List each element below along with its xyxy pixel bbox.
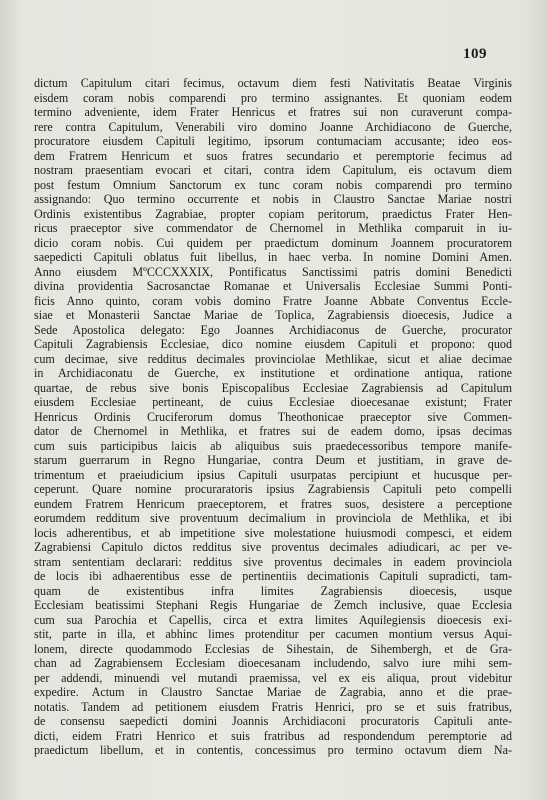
text-line: praedictum libellum, et in contentis, concessimus pro termino octavum diem Na- [34, 743, 512, 757]
text-line: quartae, de rebus sive bonis Episcopalibus Ecclesiae Zagrabiensis ad Capitulum [34, 380, 512, 395]
text-line: divina providentia Sacrosanctae Romanae et Universalis Ecclesiae Summi Ponti- [34, 279, 512, 293]
text-line: ceperunt. Quare nomine procuraratoris ipsius Zagrabiensis Capituli peto compelli [34, 482, 512, 496]
text-line: siae et Monasterii Sanctae Mariae de Toplica, Zagrabiensis dioecesis, Judice a [34, 308, 512, 322]
text-line: eundem Fratrem Henricum praeceptorem, et fratres suos, desistere a perceptione [34, 496, 512, 511]
text-line: starum guerrarum in Regno Hungariae, contra Deum et justitiam, in grave de- [34, 453, 512, 467]
text-line: Sede Apostolica delegato: Ego Joannes Archidiaconus de Guerche, procurator [34, 322, 512, 337]
text-line: cum suis participibus laicis ab aliquibus suis praedecessoribus tempore manife- [34, 438, 512, 453]
text-line: Zagrabiensi Capitulo dictos redditus sive proventus decimales adiudicari, ac per ve- [34, 540, 512, 554]
text-line: ficis Anno quinto, coram vobis domino Fratre Joanne Abbate Conventus Eccle- [34, 293, 512, 308]
text-line: per addendi, minuendi vel mutandi praemissa, vel ex eis aliqua, prout videbitur [34, 670, 512, 685]
text-line: ricus praeceptor sive commendator de Chernomel in Methlika comparuit in iu- [34, 221, 512, 235]
text-line: dem Fratrem Henricum et suos fratres secundario et peremptorie fecimus ad [34, 148, 512, 163]
text-line: dicio coram nobis. Cui quidem per praedictum dominum Joannem procuratorem [34, 235, 512, 250]
text-line: eisdem coram nobis comparendi pro termino assignantes. Et quoniam eodem [34, 90, 512, 105]
body-text [34, 76, 512, 758]
text-line: locis adherentibus, et ab impetitione sive molestatione huiusmodi compesci, et eidem [34, 525, 512, 540]
text-line: assignando: Quo termino occurrente et nobis in Claustro Sanctae Mariae nostri [34, 192, 512, 206]
text-line: Ecclesiam beatissimi Stephani Regis Hungariae de Zemch inclusive, quae Ecclesia [34, 598, 512, 612]
text-line: de consensu saepedicti domini Joannis Archidiaconi procuratoris Capituli ante- [34, 714, 512, 728]
text-line: chan ad Zagrabiensem Ecclesiam dioecesanam includendo, salvo iure mihi sem- [34, 656, 512, 670]
page-number: 109 [463, 46, 487, 62]
text-line: termino adveniente, idem Frater Henricus et fratres sui non curaverunt compa- [34, 105, 512, 119]
text-line: saepedicti Capituli oblatus fuit libellus, in haec verba. In nomine Domini Amen. [34, 250, 512, 264]
text-line: dicti, eidem Fratri Henrico et suis fratribus ad respondendum peremptorie ad [34, 728, 512, 743]
text-line: de locis ibi adhaerentibus esse de pertinentiis decimationis Capituli supradicti, tam- [34, 569, 512, 583]
text-line: stram sententiam declarari: redditus sive proventus decimales in eadem provinciola [34, 554, 512, 569]
text-line: cum sua Parochia et Capellis, circa et extra limites Aquilegiensis dioecesis exi- [34, 612, 512, 627]
text-line: Ordinis existentibus Zagrabiae, propter copiam peritorum, praedictus Frater Hen- [34, 206, 512, 221]
text-line: lonem, directe quodammodo Ecclesias de Sihestain, de Sihembergh, et de Gra- [34, 641, 512, 656]
text-line: stit, parte in illa, et abhinc limes protenditur per cacumen montium versus Aqui- [34, 627, 512, 641]
text-line: trimentum et praeiudicium ipsius Capituli usurpatas percipiunt et hucusque per- [34, 467, 512, 482]
text-line: expedire. Actum in Claustro Sanctae Mariae de Zagrabia, anno et die prae- [34, 685, 512, 699]
text-line: Capituli Zagrabiensis Ecclesiae, dico nomine eiusdem Capituli et propono: quod [34, 337, 512, 351]
text-line: Anno eiusdem MºCCCXXXIX, Pontificatus Sanctissimi patris domini Benedicti [34, 264, 512, 279]
text-line: dictum Capitulum citari fecimus, octavum diem festi Nativitatis Beatae Virginis [34, 76, 512, 90]
text-line: rere contra Capitulum, Venerabili viro domino Joanne Archidiacono de Guerche, [34, 119, 512, 134]
text-line: dator de Chernomel in Methlika, et fratres sui de eadem domo, ipsas decimas [34, 424, 512, 438]
text-line: Henricus Ordinis Cruciferorum domus Theothonicae praeceptor sive Commen- [34, 409, 512, 424]
text-line: notatis. Tandem ad petitionem eiusdem Fratris Henrici, pro se et suis fratribus, [34, 699, 512, 714]
text-line: procuratore eiusdem Capituli legitimo, ipsorum contumaciam accusante; ideo eos- [34, 134, 512, 148]
text-line: cum decimae, sive redditus decimales provinciolae Methlikae, sicut et aliae decimae [34, 351, 512, 366]
text-line: eiusdem Ecclesiae pertineant, de cuius Ecclesiae dioecesanae existunt; Frater [34, 395, 512, 409]
text-line: in Archidiaconatu de Guerche, ex institutione et ordinatione antiqua, ratione [34, 366, 512, 380]
text-line: post festum Omnium Sanctorum ex tunc coram nobis comparendi pro termino [34, 177, 512, 192]
text-line: eorumdem redditum sive proventuum decimalium in provinciola de Methlika, et ibi [34, 511, 512, 525]
text-line: nostram praesentiam evocari et citari, contra idem Capitulum, eis octavum diem [34, 163, 512, 177]
text-line: quam de existentibus infra limites Zagrabiensis dioecesis, usque [34, 583, 512, 598]
